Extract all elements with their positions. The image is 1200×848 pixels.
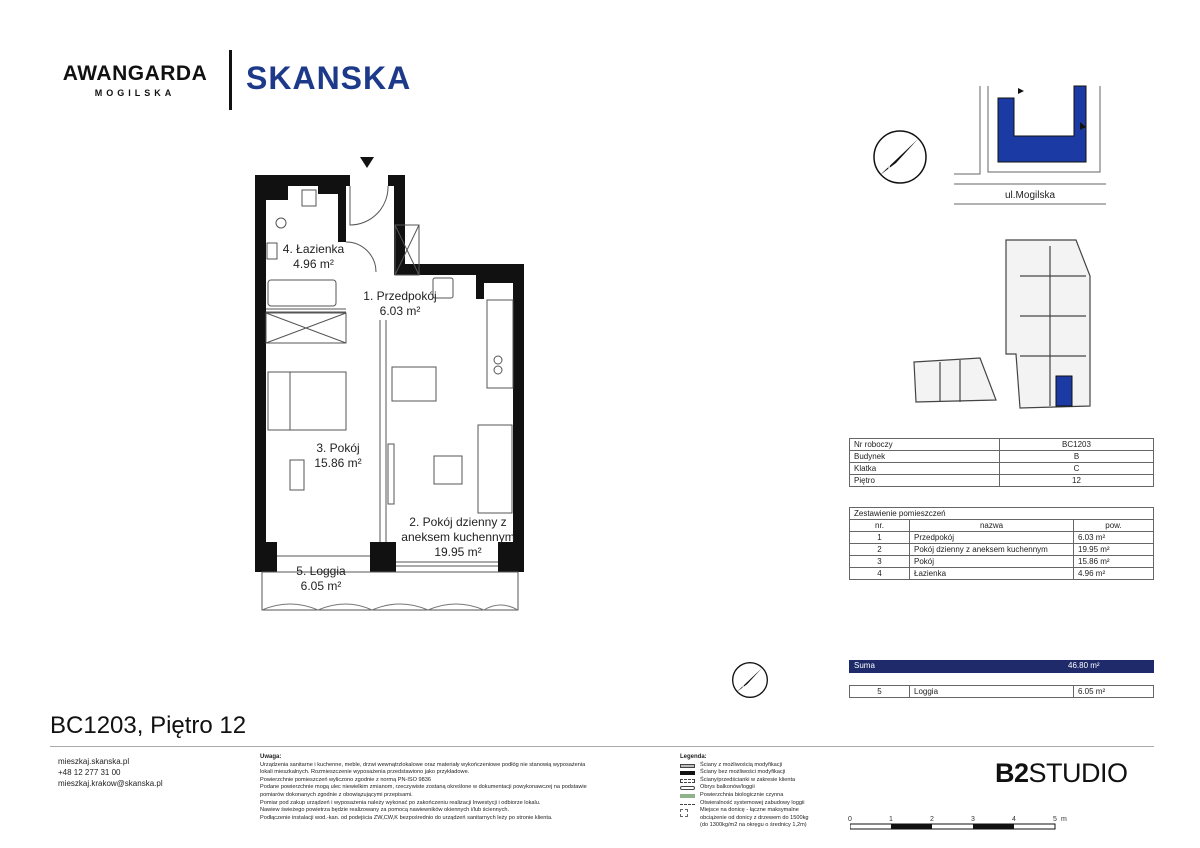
table-header: nr. nazwa pow. bbox=[850, 520, 1154, 532]
table-row: Piętro 12 bbox=[850, 475, 1154, 487]
sum-label: Suma bbox=[854, 661, 875, 670]
contact-email[interactable]: mieszkaj.krakow@skanska.pl bbox=[58, 779, 163, 788]
rooms-table bbox=[849, 519, 1154, 580]
legend-item: Otwieralność systemowej zabudowy loggii bbox=[680, 800, 840, 808]
legend-item: Powierzchnia biologicznie czynna bbox=[680, 792, 840, 800]
unit-info-table bbox=[849, 438, 1154, 487]
floor-plan bbox=[230, 150, 530, 640]
contacts bbox=[58, 756, 163, 789]
rooms-table-caption: Zestawienie pomieszczeń bbox=[849, 507, 1154, 520]
loggia-table bbox=[849, 685, 1154, 698]
contact-phone: +48 12 277 31 00 bbox=[58, 768, 121, 777]
table-row: Klatka C bbox=[850, 463, 1154, 475]
legend-item: (do 1300kg/m2 na okręgu o średnicy 1,2m) bbox=[700, 822, 807, 829]
contact-website[interactable]: mieszkaj.skanska.pl bbox=[58, 757, 130, 766]
north-arrow-icon bbox=[870, 127, 930, 187]
svg-text:N: N bbox=[884, 161, 891, 171]
legend-item: Ściany/przedścianki w zakresie klienta bbox=[680, 777, 840, 785]
street-label: ul.Mogilska bbox=[1005, 190, 1056, 201]
unit-title: BC1203, Piętro 12 bbox=[50, 712, 247, 739]
legend-item: Ściany z możliwością modyfikacji bbox=[680, 762, 840, 770]
table-row: 2 Pokój dzienny z aneksem kuchennym 19.95 m² bbox=[850, 544, 1154, 556]
table-row: 4 Łazienka 4.96 m² bbox=[850, 568, 1154, 580]
project-name: AWANGARDA bbox=[62, 62, 208, 85]
legend: Legenda: Ściany z możliwością modyfikacji Ściany bez możliwości modyfikacji Ściany/przedścianki w zakresie klienta Obrys balkonów/loggii Powierzchnia biologicznie czynna Otwieralność systemowej zabudowy loggii Miejsce na donicę - łączne maksymalne obciążenie od donicy z drzewem do 1500kg (do 1300kg/m2 na okręgu o średnicy 1,2m) bbox=[680, 754, 840, 830]
room-label-room: 3. Pokój 15.86 m² bbox=[314, 441, 362, 470]
table-row: Nr roboczy BC1203 bbox=[850, 439, 1154, 451]
sum-value: 46.80 m² bbox=[1068, 661, 1100, 670]
sum-bar bbox=[849, 660, 1154, 673]
table-row: Budynek B bbox=[850, 451, 1154, 463]
awangarda-logo bbox=[55, 62, 215, 98]
building-plan bbox=[910, 236, 1100, 416]
table-row: 3 Pokój 15.86 m² bbox=[850, 556, 1154, 568]
skanska-logo: SKANSKA bbox=[246, 60, 412, 96]
table-row: 5 Loggia 6.05 m² bbox=[850, 686, 1154, 698]
project-sub: MOGILSKA bbox=[94, 88, 176, 98]
logo-divider bbox=[229, 50, 232, 110]
room-label-hall: 1. Przedpokój 6.03 m² bbox=[363, 289, 437, 318]
b2studio-logo: B2STUDIO bbox=[995, 758, 1128, 788]
legend-item: Miejsce na donicę - łączne maksymalne bbox=[680, 807, 840, 815]
notes: Uwaga: Urządzenia sanitarne i kuchenne, meble, drzwi wewnątrzlokalowe oraz materiały wykończeniowe podłóg nie stanowią wyposażenia lokali mieszkalnych. Rozmieszczenie wyposażenia przedstawiono jako przykładowe. Powierzchnie pomieszczeń wyliczono zgodnie z normą PN-ISO 9836 Podane powierzchnie mogą ulec niewielkim zmianom, rzeczywiste zostaną określone w dokumentacji powykonawczej na podstawie pomiarów dokonanych zgodnie z obowiązującymi przepisami. Pomiar pod zakup urządzeń i wyposażenia należy wykonać po zakończeniu realizacji Inwestycji i odbiorze lokalu. Nawiew świeżego powietrza będzie realizowany za pomocą nawiewników okiennych i/lub ściennych. Podłączenie instalacji wod.-kan. od podejścia ZW,CW,K bezpośrednio do urządzeń sanitarnych leży po stronie klienta. bbox=[260, 754, 587, 821]
room-label-loggia: 5. Loggia 6.05 m² bbox=[296, 564, 346, 593]
north-arrow-small-icon bbox=[730, 660, 770, 700]
room-label-bathroom: 4. Łazienka 4.96 m² bbox=[282, 242, 345, 271]
legend-item: obciążenie od donicy z drzewem do 1500kg bbox=[700, 814, 809, 821]
legend-item: Obrys balkonów/loggii bbox=[680, 784, 840, 792]
legend-item: Ściany bez możliwości modyfikacji bbox=[680, 769, 840, 777]
footer-divider bbox=[50, 746, 1154, 747]
table-row: 1 Przedpokój 6.03 m² bbox=[850, 532, 1154, 544]
scale-bar bbox=[850, 822, 1065, 832]
svg-text:N: N bbox=[739, 683, 745, 690]
room-label-living: 2. Pokój dzienny z aneksem kuchennym 19.95 m² bbox=[401, 515, 515, 559]
